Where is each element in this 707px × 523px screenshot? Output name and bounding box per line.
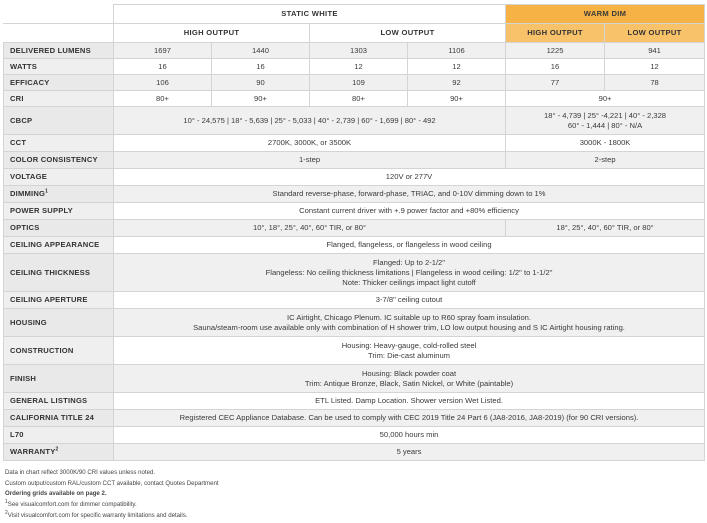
warm-dim-header: WARM DIM [506, 5, 705, 24]
cell-value: 12 [310, 59, 408, 75]
static-white-header: STATIC WHITE [114, 5, 506, 24]
cell-value: 18°, 25°, 40°, 60° TIR, or 80° [506, 220, 705, 237]
cell-value: 106 [114, 75, 212, 91]
table-row [4, 309, 705, 337]
row-label-text: DIMMING [10, 189, 46, 198]
row-label-text: WARRANTY [10, 447, 56, 456]
cell-value: 1697 [114, 43, 212, 59]
cell-value: 1225 [506, 43, 605, 59]
row-label: CRI [4, 91, 114, 107]
header-corner [4, 5, 114, 24]
footnote-marker: 2 [5, 509, 8, 516]
warm-low-output-header: LOW OUTPUT [605, 24, 705, 43]
cell-value: 78 [605, 75, 705, 91]
row-label: OPTICS [4, 220, 114, 237]
row-label: EFFICACY [4, 75, 114, 91]
cell-value: 109 [310, 75, 408, 91]
cell-value: Registered CEC Appliance Database. Can be used to comply with CEC 2019 Title 24 Part 6 (JA8-2016, JA8-2019) (for 90 CRI versions). [114, 410, 705, 427]
cell-line: Trim: Antique Bronze, Black, Satin Nickel, or White (paintable) [304, 378, 514, 388]
table-row [4, 203, 705, 220]
row-label: CCT [4, 135, 114, 152]
cell-line: Housing: Heavy-gauge, cold-rolled steel [341, 340, 477, 350]
cell-value: 80+ [114, 91, 212, 107]
cell-value: 16 [212, 59, 310, 75]
footnote-line [5, 500, 695, 511]
table-row [4, 186, 705, 203]
cell-value: 5 years [114, 444, 705, 461]
footnote-marker: 2 [55, 446, 59, 453]
cell-line: Flangeless: No ceiling thickness limitations | Flangeless in wood ceiling: 1/2" to 1-1/2" [265, 267, 553, 277]
row-label [4, 186, 114, 203]
footnotes [5, 468, 695, 522]
footnote-line: Data in chart reflect 3000K/90 CRI values unless noted. [5, 469, 156, 476]
table-row [4, 365, 705, 393]
cell-value [114, 365, 705, 393]
cell-value: 90 [212, 75, 310, 91]
table-row [4, 169, 705, 186]
row-label: VOLTAGE [4, 169, 114, 186]
table-row [4, 444, 705, 461]
cell-line: Trim: Die-cast aluminum [368, 350, 451, 360]
row-label: HOUSING [4, 309, 114, 337]
table-row [4, 237, 705, 254]
cell-value: 16 [114, 59, 212, 75]
row-label: L70 [4, 427, 114, 444]
cell-value [114, 309, 705, 337]
footnote-text: See visualcomfort.com for dimmer compatibility. [7, 501, 137, 509]
footnote-text: Visit visualcomfort.com for specific warranty limitations and details. [7, 511, 188, 519]
cell-value: Standard reverse-phase, forward-phase, TRIAC, and 0-10V dimming down to 1% [114, 186, 705, 203]
table-row [4, 410, 705, 427]
cell-line: 60° - 1,444 | 80° - N/A [567, 120, 643, 130]
footnote-line [5, 511, 695, 522]
table-row [4, 254, 705, 292]
cell-value [114, 337, 705, 365]
row-label: COLOR CONSISTENCY [4, 152, 114, 169]
cell-line: Flanged: Up to 2-1/2" [373, 257, 445, 267]
cell-value: Constant current driver with +.9 power factor and +80% efficiency [114, 203, 705, 220]
table-row [4, 59, 705, 75]
cell-value: 120V or 277V [114, 169, 705, 186]
cell-value: 941 [605, 43, 705, 59]
row-label: CONSTRUCTION [4, 337, 114, 365]
cell-value: 1303 [310, 43, 408, 59]
cell-line: Sauna/steam-room use available only with combination of H shower trim, LO low output housing and S IC Airtight housing rating. [193, 322, 625, 332]
row-label: CALIFORNIA TITLE 24 [4, 410, 114, 427]
row-label: GENERAL LISTINGS [4, 393, 114, 410]
table-row [4, 43, 705, 59]
static-low-output-header: LOW OUTPUT [310, 24, 506, 43]
cell-value: 12 [605, 59, 705, 75]
row-label: CEILING APERTURE [4, 292, 114, 309]
cell-value: 1-step [114, 152, 506, 169]
table-row [4, 152, 705, 169]
cell-value: 90+ [506, 91, 705, 107]
cell-line: Housing: Black powder coat [361, 368, 457, 378]
table-row [4, 135, 705, 152]
cell-value: 77 [506, 75, 605, 91]
cell-value: 10° - 24,575 | 18° - 5,639 | 25° - 5,033 | 40° - 2,739 | 60° - 1,699 | 80° - 492 [114, 107, 506, 135]
cell-value: 10°, 18°, 25°, 40°, 60° TIR, or 80° [114, 220, 506, 237]
cell-value: ETL Listed. Damp Location. Shower version Wet Listed. [114, 393, 705, 410]
cell-value [114, 254, 705, 292]
table-row [4, 91, 705, 107]
footnote-line: Custom output/custom RAL/custom CCT available, contact Quotes Department [5, 479, 219, 487]
table-row [4, 220, 705, 237]
cell-value: 50,000 hours min [114, 427, 705, 444]
table-row [4, 75, 705, 91]
cell-value: 16 [506, 59, 605, 75]
table-row [4, 292, 705, 309]
cell-line: IC Airtight, Chicago Plenum. IC suitable up to R60 spray foam insulation. [287, 312, 531, 322]
table-row [4, 107, 705, 135]
footnote-marker: 1 [45, 188, 49, 195]
warm-high-output-header: HIGH OUTPUT [506, 24, 605, 43]
specifications-table [3, 4, 705, 461]
row-label: WATTS [4, 59, 114, 75]
cell-value: 90+ [212, 91, 310, 107]
row-label: CEILING THICKNESS [4, 254, 114, 292]
row-label: CBCP [4, 107, 114, 135]
cell-value: 90+ [408, 91, 506, 107]
cell-value: Flanged, flangeless, or flangeless in wood ceiling [114, 237, 705, 254]
cell-value: 2-step [506, 152, 705, 169]
cell-value: 3-7/8" ceiling cutout [114, 292, 705, 309]
cell-value [506, 107, 705, 135]
table-row [4, 337, 705, 365]
cell-line: 18° - 4,739 | 25° -4,221 | 40° - 2,328 [544, 110, 667, 120]
cell-value: 2700K, 3000K, or 3500K [114, 135, 506, 152]
cell-value: 1106 [408, 43, 506, 59]
row-label: FINISH [4, 365, 114, 393]
table-row [4, 427, 705, 444]
cell-value: 12 [408, 59, 506, 75]
subheader-corner [4, 24, 114, 43]
footnote-marker: 1 [5, 499, 8, 506]
row-label: CEILING APPEARANCE [4, 237, 114, 254]
cell-value: 1440 [212, 43, 310, 59]
row-label: POWER SUPPLY [4, 203, 114, 220]
table-row [4, 393, 705, 410]
row-label [4, 444, 114, 461]
cell-value: 3000K - 1800K [506, 135, 705, 152]
cell-value: 80+ [310, 91, 408, 107]
footnote-line: Ordering grids available on page 2. [5, 490, 107, 498]
row-label: DELIVERED LUMENS [4, 43, 114, 59]
static-high-output-header: HIGH OUTPUT [114, 24, 310, 43]
cell-line: Note: Thicker ceilings impact light cutoff [342, 277, 476, 287]
cell-value: 92 [408, 75, 506, 91]
